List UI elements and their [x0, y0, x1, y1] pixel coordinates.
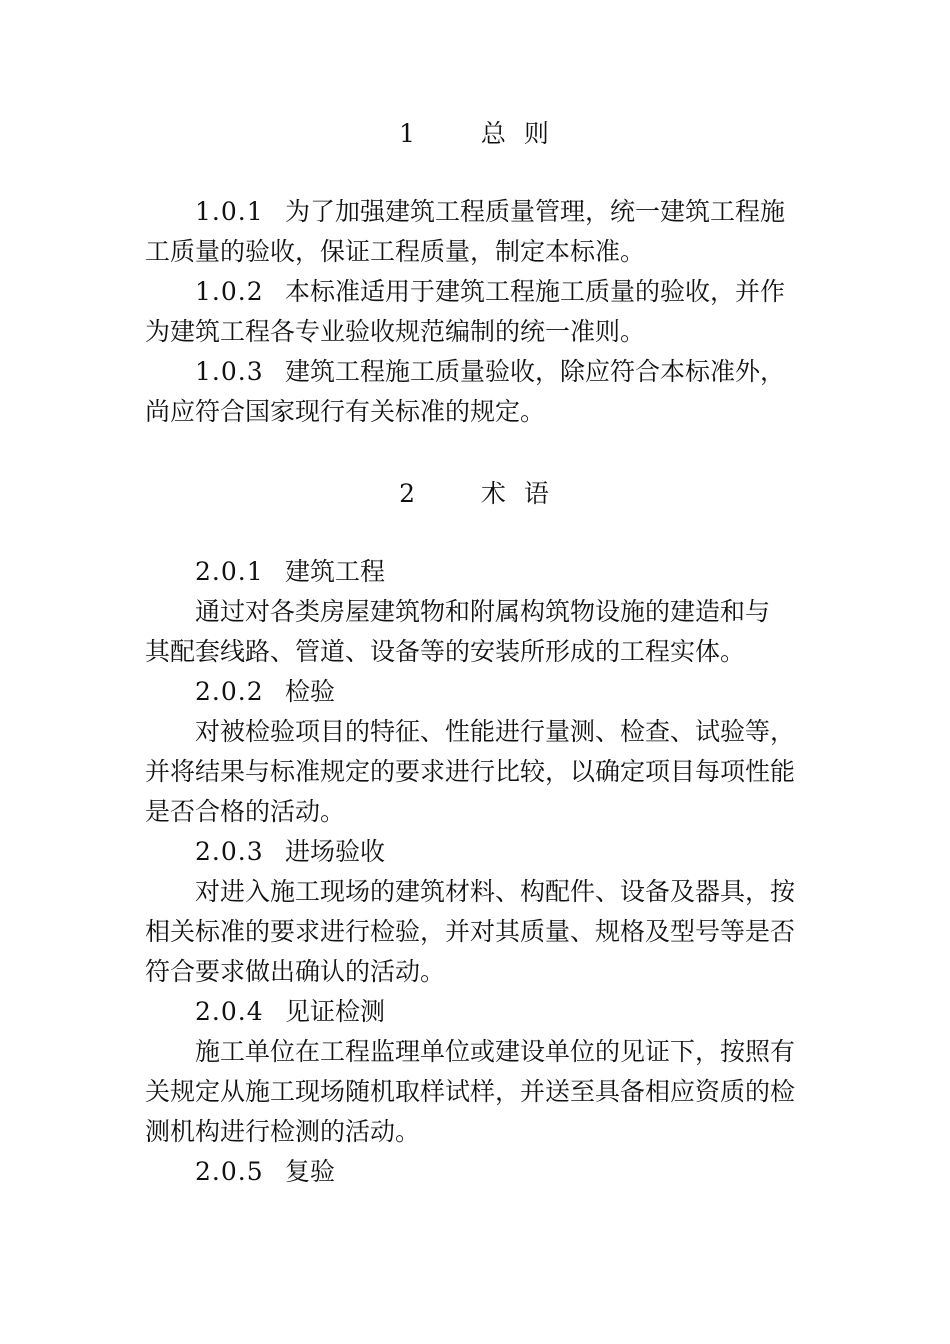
term-number: 2.0.5	[195, 1157, 264, 1186]
term-name: 检验	[285, 677, 336, 706]
term-2-0-2	[195, 672, 815, 712]
chapter-2-number: 2	[399, 479, 418, 508]
clause-1-0-3	[195, 352, 815, 392]
term-definition-line: 关规定从施工现场随机取样试样，并送至具备相应资质的检	[145, 1077, 796, 1106]
term-definition-line: 施工单位在工程监理单位或建设单位的见证下，按照有	[195, 1037, 796, 1066]
clause-text-line: 建筑工程施工质量验收，除应符合本标准外，	[285, 357, 786, 386]
chapter-1-heading	[0, 114, 950, 150]
clause-1-0-2	[195, 272, 815, 312]
term-2-0-3	[195, 832, 815, 872]
term-name: 建筑工程	[285, 557, 386, 586]
clause-text-line: 为建筑工程各专业验收规范编制的统一准则。	[145, 317, 646, 346]
term-2-0-5	[195, 1152, 815, 1192]
clause-1-0-1	[195, 192, 815, 232]
clause-text-line: 为了加强建筑工程质量管理，统一建筑工程施	[285, 197, 786, 226]
term-definition-line: 测机构进行检测的活动。	[145, 1117, 421, 1146]
term-number: 2.0.4	[195, 997, 264, 1026]
term-definition-line: 符合要求做出确认的活动。	[145, 957, 446, 986]
term-definition-line: 对被检验项目的特征、性能进行量测、检查、试验等，	[195, 717, 796, 746]
term-number: 2.0.2	[195, 677, 264, 706]
term-definition-line: 并将结果与标准规定的要求进行比较，以确定项目每项性能	[145, 757, 796, 786]
term-definition-line: 相关标准的要求进行检验，并对其质量、规格及型号等是否	[145, 917, 796, 946]
term-name: 复验	[285, 1157, 336, 1186]
term-2-0-1	[195, 552, 815, 592]
clause-number: 1.0.1	[195, 197, 264, 226]
clause-text-line: 工质量的验收，保证工程质量，制定本标准。	[145, 237, 646, 266]
clause-text-line: 尚应符合国家现行有关标准的规定。	[145, 397, 546, 426]
chapter-1-title: 总 则	[480, 119, 551, 148]
term-name: 见证检测	[285, 997, 386, 1026]
term-2-0-4	[195, 992, 815, 1032]
term-name: 进场验收	[285, 837, 386, 866]
term-number: 2.0.3	[195, 837, 264, 866]
chapter-1-number: 1	[399, 119, 418, 148]
term-definition-line: 是否合格的活动。	[145, 797, 346, 826]
clause-number: 1.0.3	[195, 357, 264, 386]
clause-number: 1.0.2	[195, 277, 264, 306]
term-definition-line: 对进入施工现场的建筑材料、构配件、设备及器具，按	[195, 877, 796, 906]
term-definition-line: 通过对各类房屋建筑物和附属构筑物设施的建造和与	[195, 597, 771, 626]
term-number: 2.0.1	[195, 557, 264, 586]
chapter-2-heading	[0, 474, 950, 510]
clause-text-line: 本标准适用于建筑工程施工质量的验收，并作	[285, 277, 786, 306]
chapter-2-title: 术 语	[480, 479, 551, 508]
term-definition-line: 其配套线路、管道、设备等的安装所形成的工程实体。	[145, 637, 746, 666]
